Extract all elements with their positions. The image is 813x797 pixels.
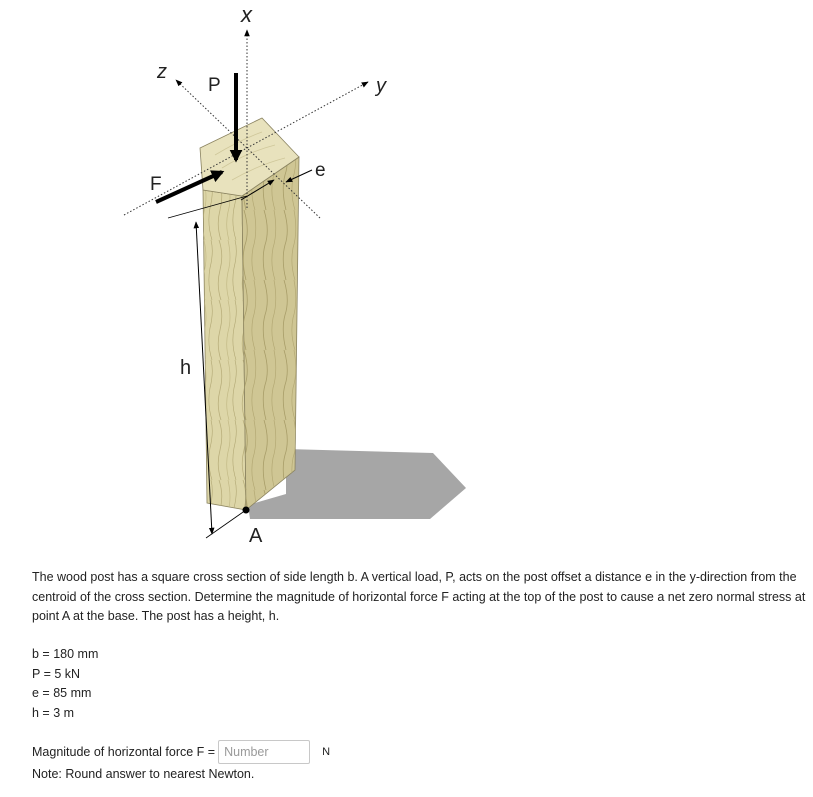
rounding-note: Note: Round answer to nearest Newton. (32, 767, 255, 781)
given-values (32, 645, 98, 723)
force-f-label: F (150, 174, 162, 195)
problem-statement: The wood post has a square cross section of side length b. A vertical load, P, acts on the post offset a distance e in the y-direction from the centroid of the cross section. Determine the magnitude of horizontal force F acting at the top of the post to cause a net zero normal stress at point A at the base. The post has a height, h. (32, 570, 806, 623)
post-side-grain (242, 157, 299, 510)
z-axis-label: z (157, 61, 167, 83)
offset-e-label: e (315, 160, 326, 181)
y-axis-label: y (376, 75, 386, 97)
point-a-label: A (249, 525, 263, 547)
answer-unit: N (322, 746, 331, 758)
height-h-label: h (180, 357, 192, 379)
given-b: b = 180 mm (32, 647, 99, 661)
x-axis-label: x (241, 2, 252, 27)
given-h: h = 3 m (32, 705, 75, 720)
given-e: e = 85 mm (32, 686, 92, 700)
answer-row (32, 739, 330, 765)
post-front-grain (203, 190, 246, 510)
answer-input[interactable] (218, 740, 310, 764)
given-p: P = 5 kN (32, 666, 81, 681)
height-h-base-extension (206, 510, 246, 538)
point-a-marker (243, 507, 250, 514)
answer-label: Magnitude of horizontal force F = (32, 745, 216, 759)
load-p-label: P (208, 75, 221, 96)
